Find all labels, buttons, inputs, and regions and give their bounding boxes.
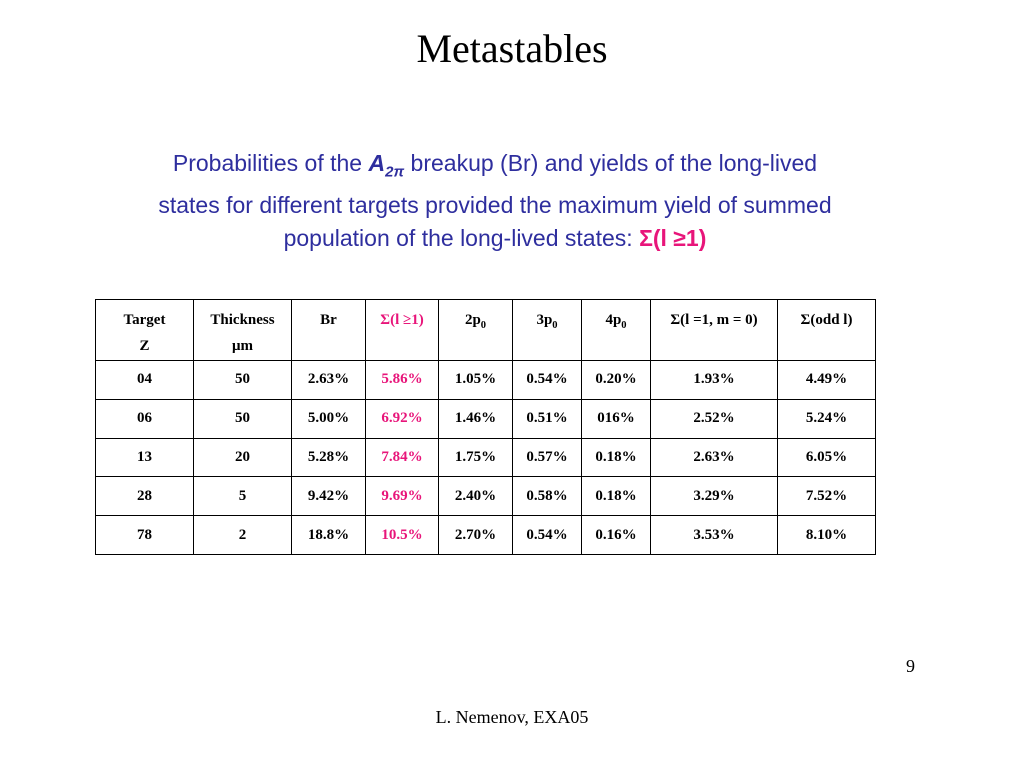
- cell-target: 78: [96, 516, 194, 555]
- cell-thickness: 20: [194, 438, 292, 477]
- cell-odd: 5.24%: [778, 399, 876, 438]
- cell-br: 18.8%: [292, 516, 366, 555]
- table-row: [96, 516, 876, 555]
- slide-footer: L. Nemenov, EXA05: [435, 707, 589, 727]
- header-sum-l1-m0: Σ(l =1, m = 0): [651, 300, 778, 361]
- cell-l1m0: 2.52%: [651, 399, 778, 438]
- cell-br: 9.42%: [292, 477, 366, 516]
- cell-br: 5.28%: [292, 438, 366, 477]
- header-br: Br: [292, 300, 366, 361]
- cell-2p0: 1.75%: [439, 438, 513, 477]
- cell-3p0: 0.58%: [513, 477, 582, 516]
- table-row: [96, 438, 876, 477]
- cell-l1m0: 2.63%: [651, 438, 778, 477]
- cell-l1m0: 3.29%: [651, 477, 778, 516]
- cell-l1m0: 3.53%: [651, 516, 778, 555]
- cell-4p0: 0.18%: [582, 438, 651, 477]
- caption-symbol-letter: A: [368, 150, 386, 176]
- cell-thickness: 5: [194, 477, 292, 516]
- cell-target: 06: [96, 399, 194, 438]
- cell-br: 5.00%: [292, 399, 366, 438]
- cell-odd: 8.10%: [778, 516, 876, 555]
- table-row: [96, 477, 876, 516]
- caption-highlight: Σ(l ≥1): [639, 224, 707, 251]
- cell-thickness: 2: [194, 516, 292, 555]
- cell-2p0: 2.70%: [439, 516, 513, 555]
- header-sum-l-ge1: Σ(l ≥1): [366, 300, 439, 361]
- header-thickness: Thickness μm: [194, 300, 292, 361]
- cell-sum: 5.86%: [366, 361, 439, 400]
- cell-2p0: 1.05%: [439, 361, 513, 400]
- cell-target: 04: [96, 361, 194, 400]
- cell-4p0: 0.20%: [582, 361, 651, 400]
- cell-odd: 7.52%: [778, 477, 876, 516]
- header-sum-odd-l: Σ(odd l): [778, 300, 876, 361]
- cell-sum: 7.84%: [366, 438, 439, 477]
- header-4p0: $4p_0$: [582, 300, 651, 361]
- cell-3p0: 0.54%: [513, 361, 582, 400]
- cell-br: 2.63%: [292, 361, 366, 400]
- header-3p0: $3p_0$: [513, 300, 582, 361]
- cell-l1m0: 1.93%: [651, 361, 778, 400]
- cell-3p0: 0.51%: [513, 399, 582, 438]
- caption-symbol-sub: 2π: [385, 163, 405, 181]
- cell-sum: 10.5%: [366, 516, 439, 555]
- caption-part1: Probabilities of the: [172, 150, 369, 176]
- cell-2p0: 1.46%: [439, 399, 513, 438]
- page-number: 9: [906, 656, 915, 676]
- header-target: Target Z: [96, 300, 194, 361]
- cell-odd: 4.49%: [778, 361, 876, 400]
- table-row: [96, 361, 876, 400]
- cell-4p0: 0.16%: [582, 516, 651, 555]
- table-header-row: [96, 300, 876, 361]
- cell-sum: 6.92%: [366, 399, 439, 438]
- slide-title: Metastables: [416, 26, 608, 71]
- cell-4p0: 0.18%: [582, 477, 651, 516]
- slide-caption: [140, 147, 850, 255]
- cell-thickness: 50: [194, 361, 292, 400]
- header-2p0: $2p_0$: [439, 300, 513, 361]
- cell-thickness: 50: [194, 399, 292, 438]
- table-row: [96, 399, 876, 438]
- caption-part2: breakup (Br) and yields of the long-lived states for different targets provided the maximum yield of summed population of the long-lived states:: [158, 150, 832, 251]
- metastables-table: [95, 299, 876, 555]
- cell-sum: 9.69%: [366, 477, 439, 516]
- cell-target: 28: [96, 477, 194, 516]
- cell-3p0: 0.54%: [513, 516, 582, 555]
- cell-2p0: 2.40%: [439, 477, 513, 516]
- cell-odd: 6.05%: [778, 438, 876, 477]
- cell-target: 13: [96, 438, 194, 477]
- cell-3p0: 0.57%: [513, 438, 582, 477]
- cell-4p0: 016%: [582, 399, 651, 438]
- caption-symbol: [368, 150, 405, 181]
